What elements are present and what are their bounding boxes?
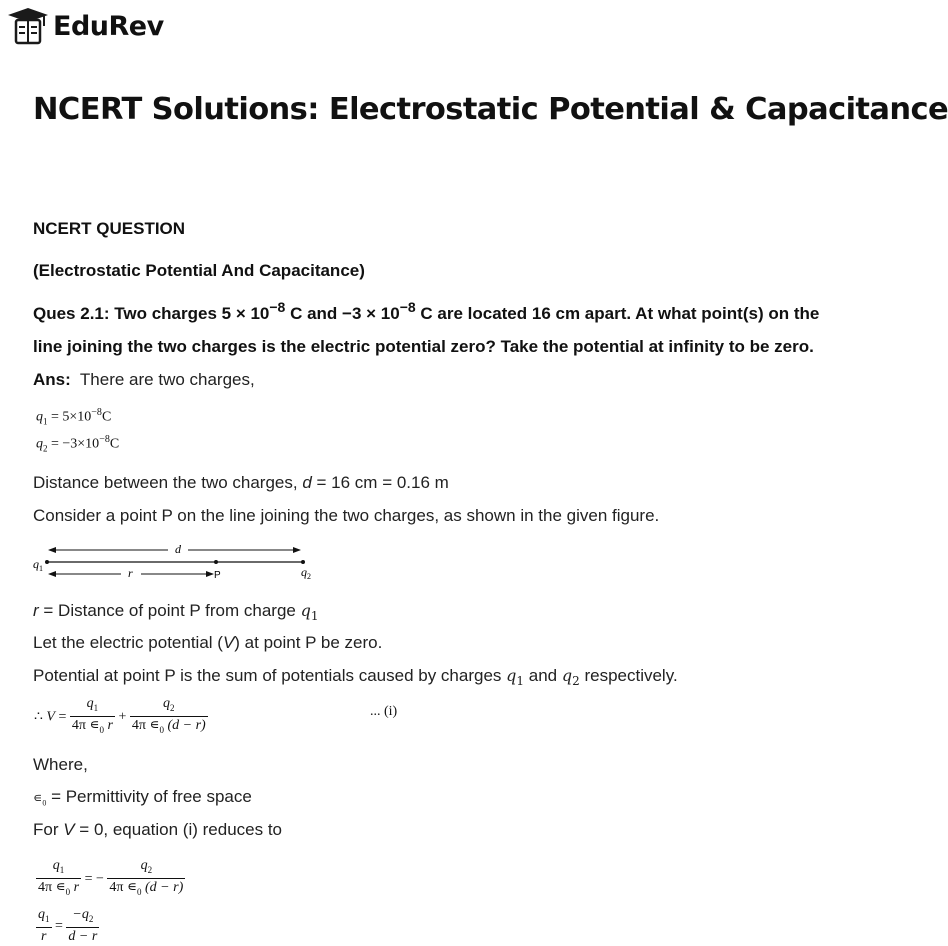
edurev-logo[interactable] (6, 6, 164, 46)
epsilon-definition: $∊_0$ = Permittivity of free space (33, 787, 252, 808)
answer-intro: Ans: There are two charges, (33, 370, 255, 389)
equation-q2: $q_2 = -3\times 10^{-8}C$ (36, 434, 120, 454)
point-p (214, 560, 218, 564)
section-subheading: (Electrostatic Potential And Capacitance) (33, 261, 365, 280)
label-q2: $q_2$ (301, 565, 311, 581)
label-p: P (214, 570, 221, 581)
brand-name: EduRev (53, 10, 164, 42)
equation-i: ∴ V = $\frac{q_1}{4\pi ∊_0 r}$ + $\frac{q_2}{4\pi ∊_0 (d - r)}$ (34, 696, 206, 735)
for-v-line: For V = 0, equation (i) reduces to (33, 820, 283, 839)
graduation-cap-book-icon (6, 6, 50, 46)
section-heading: NCERT QUESTION (33, 219, 186, 238)
equation-q1: $q_1 = 5\times 10^{-8}C$ (36, 407, 112, 427)
equation-ratio: $\frac{q_1}{r}$ = $\frac{-q_2}{d - r}$ (38, 907, 98, 944)
charges-diagram (33, 540, 333, 585)
question-line-2: line joining the two charges is the electric potential zero? Take the potential at infinity to be zero. (33, 337, 814, 356)
page-title: NCERT Solutions: Electrostatic Potential & Capacitance (33, 92, 948, 127)
let-line: Let the electric potential (V) at point P be zero. (33, 633, 383, 652)
r-definition: r = Distance of point P from charge $q_1$ (33, 601, 319, 624)
label-r: r (128, 566, 133, 580)
sum-line: Potential at point P is the sum of potentials caused by charges $q_1$ and $q_2$ respectively. (33, 666, 678, 689)
distance-line: Distance between the two charges, d = 16 cm = 0.16 m (33, 473, 449, 492)
charge-q1-point (45, 560, 49, 564)
equation-tag: ... (i) (370, 704, 398, 719)
label-d: d (175, 542, 181, 556)
consider-line: Consider a point P on the line joining the two charges, as shown in the given figure. (33, 506, 660, 525)
charge-q2-point (301, 560, 305, 564)
question-line-1: Ques 2.1: Two charges $5 \times 10^{-8}$ C and $-3 \times 10^{-8}$ C are located 16 cm apart. At what point(s) on the (33, 299, 820, 323)
equation-reduced: $\frac{q_1}{4\pi ∊_0 r}$ = − $\frac{q_2}{4\pi ∊_0 (d - r)}$ (38, 858, 184, 897)
label-q1: $q_1$ (33, 557, 43, 573)
where-line: Where, (33, 755, 88, 774)
